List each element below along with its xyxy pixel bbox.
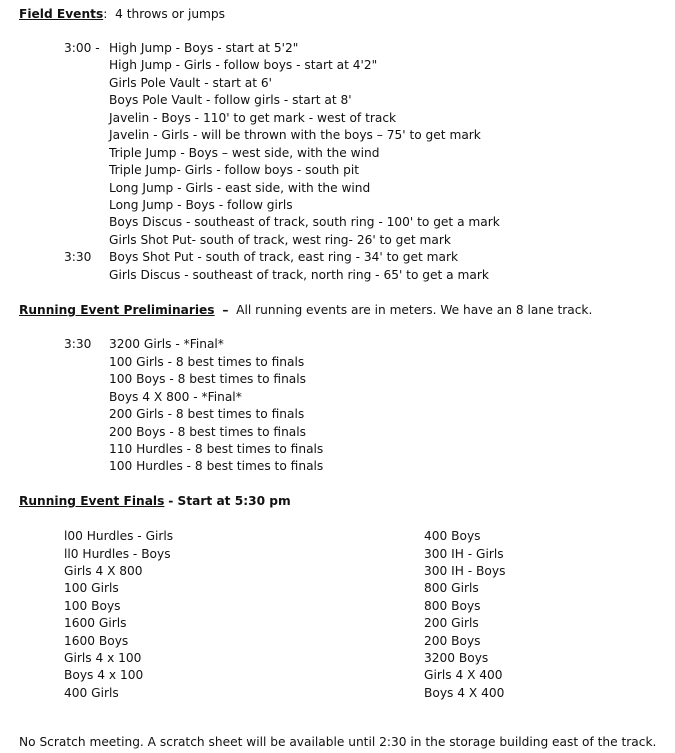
prelims-desc: All running events are in meters. We have an 8 lane track. [236, 303, 593, 317]
prelim-event: 200 Girls - 8 best times to finals [109, 407, 305, 421]
scratch-note: No Scratch meeting. A scratch sheet will be available until 2:30 in the storage building east of the track. [19, 735, 657, 749]
finals-right-item: Girls 4 X 400 [424, 668, 503, 682]
prelim-event: 100 Hurdles - 8 best times to finals [109, 459, 324, 473]
field-event: Triple Jump- Girls - follow boys - south pit [109, 163, 359, 177]
field-event: Girls Discus - southeast of track, north ring - 65' to get a mark [109, 268, 489, 282]
prelim-event: 110 Hurdles - 8 best times to finals [109, 442, 324, 456]
prelim-event: Boys 4 X 800 - *Final* [109, 390, 242, 404]
field-event: Girls Shot Put- south of track, west ring- 26' to get mark [109, 233, 451, 247]
field-event: Long Jump - Boys - follow girls [109, 198, 293, 212]
finals-left-item: 100 Boys [64, 599, 121, 613]
field-events-label: Field Events [19, 7, 104, 21]
field-event: Long Jump - Girls - east side, with the wind [109, 181, 371, 195]
prelim-event: 3200 Girls - *Final* [109, 337, 224, 351]
field-time-second: 3:30 [64, 250, 92, 264]
finals-left-item: ll0 Hurdles - Boys [64, 547, 171, 561]
field-event: Boys Discus - southeast of track, south ring - 100' to get a mark [109, 215, 500, 229]
finals-right-item: 300 IH - Girls [424, 547, 504, 561]
finals-left-item: 1600 Boys [64, 634, 129, 648]
finals-right-item: 200 Girls [424, 616, 479, 630]
field-event: High Jump - Boys - start at 5'2" [109, 41, 299, 55]
field-event: Javelin - Boys - 110' to get mark - west of track [109, 111, 397, 125]
finals-left-item: Boys 4 x 100 [64, 668, 144, 682]
field-event: Boys Pole Vault - follow girls - start at 8' [109, 93, 352, 107]
finals-left-item: Girls 4 x 100 [64, 651, 142, 665]
prelims-dash: – [222, 303, 229, 317]
finals-right-item: 800 Girls [424, 581, 479, 595]
finals-right-item: 200 Boys [424, 634, 481, 648]
prelims-time: 3:30 [64, 337, 92, 351]
finals-left-item: 1600 Girls [64, 616, 127, 630]
finals-left-item: Girls 4 X 800 [64, 564, 143, 578]
finals-right-item: 400 Boys [424, 529, 481, 543]
field-event: Javelin - Girls - will be thrown with the boys – 75' to get mark [109, 128, 481, 142]
prelim-event: 100 Boys - 8 best times to finals [109, 372, 306, 386]
prelim-event: 100 Girls - 8 best times to finals [109, 355, 305, 369]
prelim-event: 200 Boys - 8 best times to finals [109, 425, 306, 439]
finals-desc: - Start at 5:30 pm [168, 494, 291, 508]
prelims-header [19, 302, 592, 319]
field-event: Girls Pole Vault - start at 6' [109, 76, 272, 90]
field-events-header [19, 6, 225, 23]
prelims-label: Running Event Preliminaries [19, 303, 215, 317]
finals-right-item: 3200 Boys [424, 651, 489, 665]
finals-right-item: Boys 4 X 400 [424, 686, 505, 700]
finals-right-item: 800 Boys [424, 599, 481, 613]
field-event: Boys Shot Put - south of track, east ring - 34' to get mark [109, 250, 459, 264]
field-event: High Jump - Girls - follow boys - start at 4'2" [109, 58, 378, 72]
finals-label: Running Event Finals [19, 494, 165, 508]
finals-header [19, 493, 291, 510]
finals-left-item: l00 Hurdles - Girls [64, 529, 174, 543]
field-event: Triple Jump - Boys – west side, with the wind [109, 146, 380, 160]
field-events-desc: 4 throws or jumps [115, 7, 226, 21]
finals-right-item: 300 IH - Boys [424, 564, 506, 578]
finals-left-item: 400 Girls [64, 686, 119, 700]
field-events-colon: : [103, 7, 108, 21]
field-time-start: 3:00 - [64, 41, 100, 55]
finals-left-item: 100 Girls [64, 581, 119, 595]
